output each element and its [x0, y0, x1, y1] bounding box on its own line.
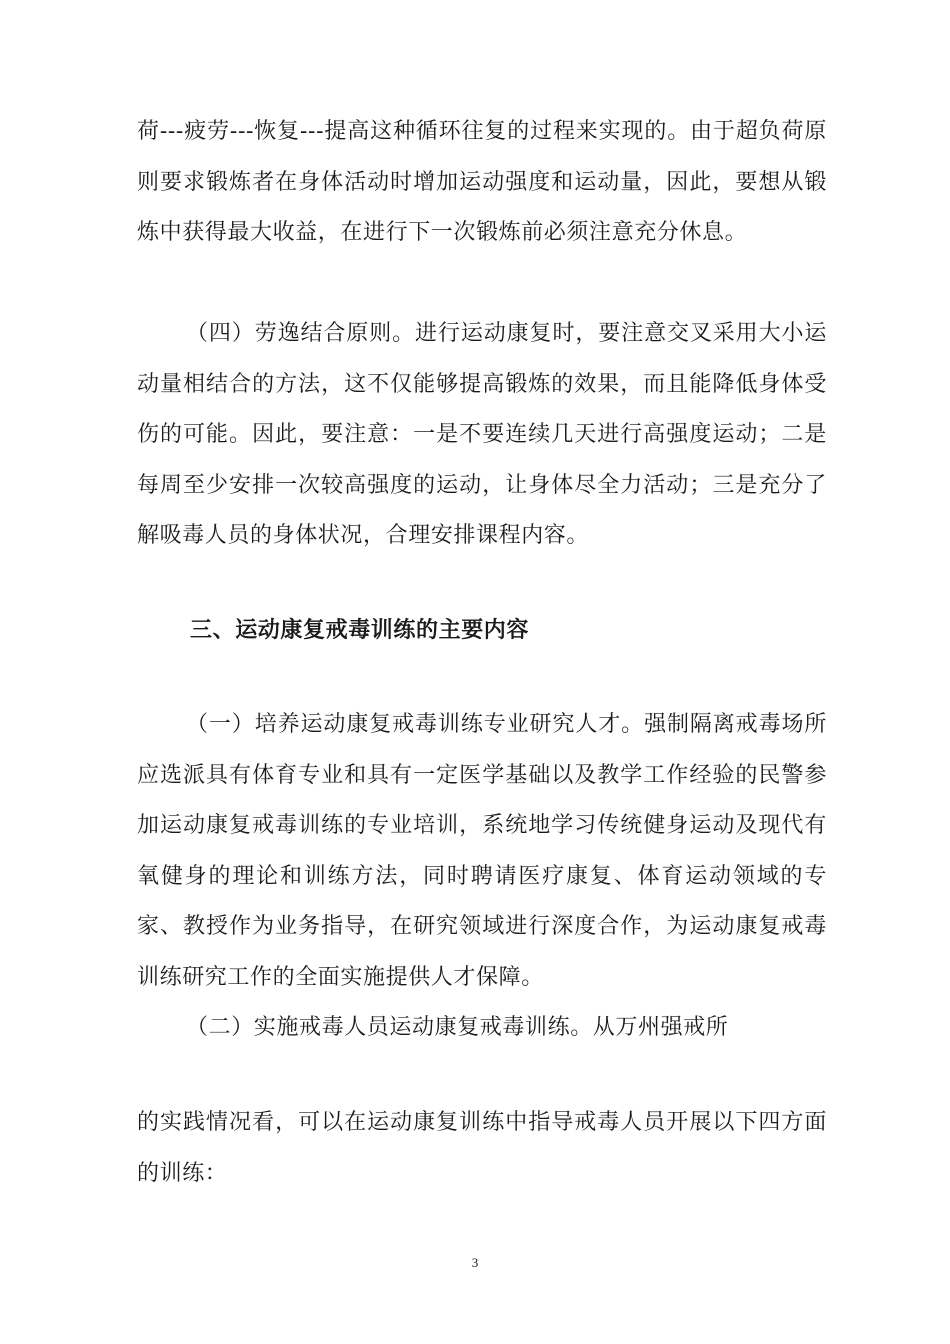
paragraph-train-researchers: （一）培养运动康复戒毒训练专业研究人才。强制隔离戒毒场所应选派具有体育专业和具有一定医学基础以及教学工作经验的民警参加运动康复戒毒训练的专业培训，系统地学习传统健身运动及现代有氧健身的理论和训练方法，同时聘请医疗康复、体育运动领域的专家、教授作为业务指导，在研究领域进行深度合作，为运动康复戒毒训练研究工作的全面实施提供人才保障。: [137, 712, 827, 990]
page-number: 3: [471, 1255, 479, 1270]
paragraph-overload-principle: 荷---疲劳---恢复---提高这种循环往复的过程来实现的。由于超负荷原则要求锻炼者在身体活动时增加运动强度和运动量，因此，要想从锻炼中获得最大收益，在进行下一次锻炼前必须注意充分休息。: [137, 119, 827, 245]
paragraph-work-rest-principle: （四）劳逸结合原则。进行运动康复时，要注意交叉采用大小运动量相结合的方法，这不仅能够提高锻炼的效果，而且能降低身体受伤的可能。因此，要注意：一是不要连续几天进行高强度运动；二是每周至少安排一次较高强度的运动，让身体尽全力活动；三是充分了解吸毒人员的身体状况，合理安排课程内容。: [137, 321, 827, 548]
section-heading: 三、运动康复戒毒训练的主要内容: [190, 617, 530, 643]
paragraph-implement-training: （二）实施戒毒人员运动康复戒毒训练。从万州强戒所: [186, 1015, 729, 1040]
paragraph-practice-situation: 的实践情况看，可以在运动康复训练中指导戒毒人员开展以下四方面的训练：: [137, 1110, 827, 1186]
